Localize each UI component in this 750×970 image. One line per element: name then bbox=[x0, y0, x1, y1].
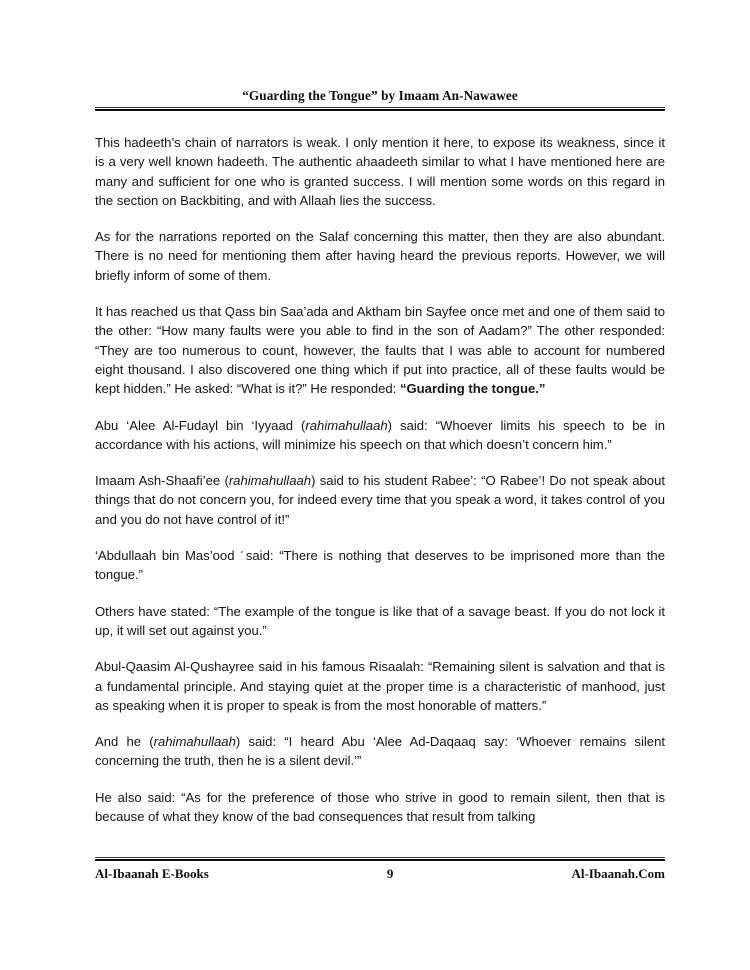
running-header-title: “Guarding the Tongue” by Imaam An-Nawawee bbox=[242, 88, 518, 103]
body-text-column bbox=[95, 133, 665, 826]
paragraph-5 bbox=[95, 471, 665, 529]
paragraph-6 bbox=[95, 546, 665, 585]
guarding-the-tongue-emphasis: “Guarding the tongue.” bbox=[399, 381, 546, 397]
page-footer bbox=[95, 857, 665, 882]
paragraph-8: Abul-Qaasim Al-Qushayree said in his famous Risaalah: “Remaining silent is salvation and that is a fundamental principle. And staying quiet at the proper time is a characteristic of manhood, just as speaking when it is proper to speak is from the most honorable of matters.” bbox=[95, 659, 665, 713]
paragraph-9-text-before: And he ( bbox=[95, 734, 154, 750]
footer-rule bbox=[95, 857, 665, 861]
rahimahullaah-italic-1: rahimahullaah bbox=[305, 417, 388, 433]
paragraph-1: This hadeeth’s chain of narrators is weak. I only mention it here, to expose its weakness, since it is a very well known hadeeth. The authentic ahaadeeth similar to what I have mentioned here are many and sufficient for one who is granted success. I will mention some words on this regard in the section on Backbiting, and with Allaah lies the success. bbox=[95, 135, 665, 208]
footer-rule-thick bbox=[95, 859, 665, 861]
paragraph-9-text-after: ) said: “I heard Abu ‘Alee Ad-Daqaaq say: ‘Whoever remains silent concerning the truth, then he is a silent devil.’” bbox=[95, 734, 665, 769]
paragraph-6-text-after: said: “There is nothing that deserves to be imprisoned more than the tongue.” bbox=[95, 548, 665, 583]
footer-row bbox=[95, 861, 665, 882]
header-rule bbox=[95, 107, 665, 111]
paragraph-6-text-before: ‘Abdullaah bin Mas’ood bbox=[95, 548, 241, 564]
paragraph-4-text-after: ) said: “Whoever limits his speech to be in accordance with his actions, will minimize his speech on that which doesn’t concern him.” bbox=[95, 417, 665, 452]
footer-publisher: Al-Ibaanah E-Books bbox=[95, 866, 209, 881]
paragraph-5-text-after: ) said to his student Rabee’: “O Rabee’! Do not speak about things that do not concern you, for indeed every time that you speak a word, it takes control of you and you do not have control of it!” bbox=[95, 473, 665, 527]
footer-website: Al-Ibaanah.Com bbox=[571, 866, 665, 881]
paragraph-3 bbox=[95, 302, 665, 398]
paragraph-7: Others have stated: “The example of the tongue is like that of a savage beast. If you do not lock it up, it will set out against you.” bbox=[95, 603, 665, 638]
paragraph-4 bbox=[95, 416, 665, 455]
paragraph-3-text: It has reached us that Qass bin Saa’ada and Aktham bin Sayfee once met and one of them said to the other: “How many faults were you able to find in the son of Aadam?” The other responded: “They are too numerous to count, however, the faults that I was able to account for numbered eight thousand. I also discovered one thing which if put into practice, all of these faults would be kept hidden.” He asked: “What is it?” He responded: bbox=[95, 304, 665, 397]
paragraph-4-text-before: Abu ‘Alee Al-Fudayl bin ‘Iyyaad ( bbox=[95, 417, 306, 433]
rahimahullaah-italic-2: rahimahullaah bbox=[228, 473, 312, 489]
header-rule-thick bbox=[95, 109, 665, 111]
paragraph-2: As for the narrations reported on the Salaf concerning this matter, then they are also abundant. There is no need for mentioning them after having heard the previous reports. However, we will briefly inform of some of them. bbox=[95, 229, 665, 283]
footer-rule-thin bbox=[95, 857, 665, 858]
page-number: 9 bbox=[386, 866, 394, 881]
paragraph-9 bbox=[95, 732, 665, 771]
paragraph-5-text-before: Imaam Ash-Shaafi’ee ( bbox=[95, 473, 229, 489]
paragraph-10: He also said: “As for the preference of those who strive in good to remain silent, then that is because of what they know of the bad consequences that result from talking bbox=[95, 789, 665, 825]
header-rule-thin bbox=[95, 107, 665, 108]
rahimahullaah-italic-3: rahimahullaah bbox=[153, 734, 236, 750]
page-content bbox=[95, 88, 665, 826]
